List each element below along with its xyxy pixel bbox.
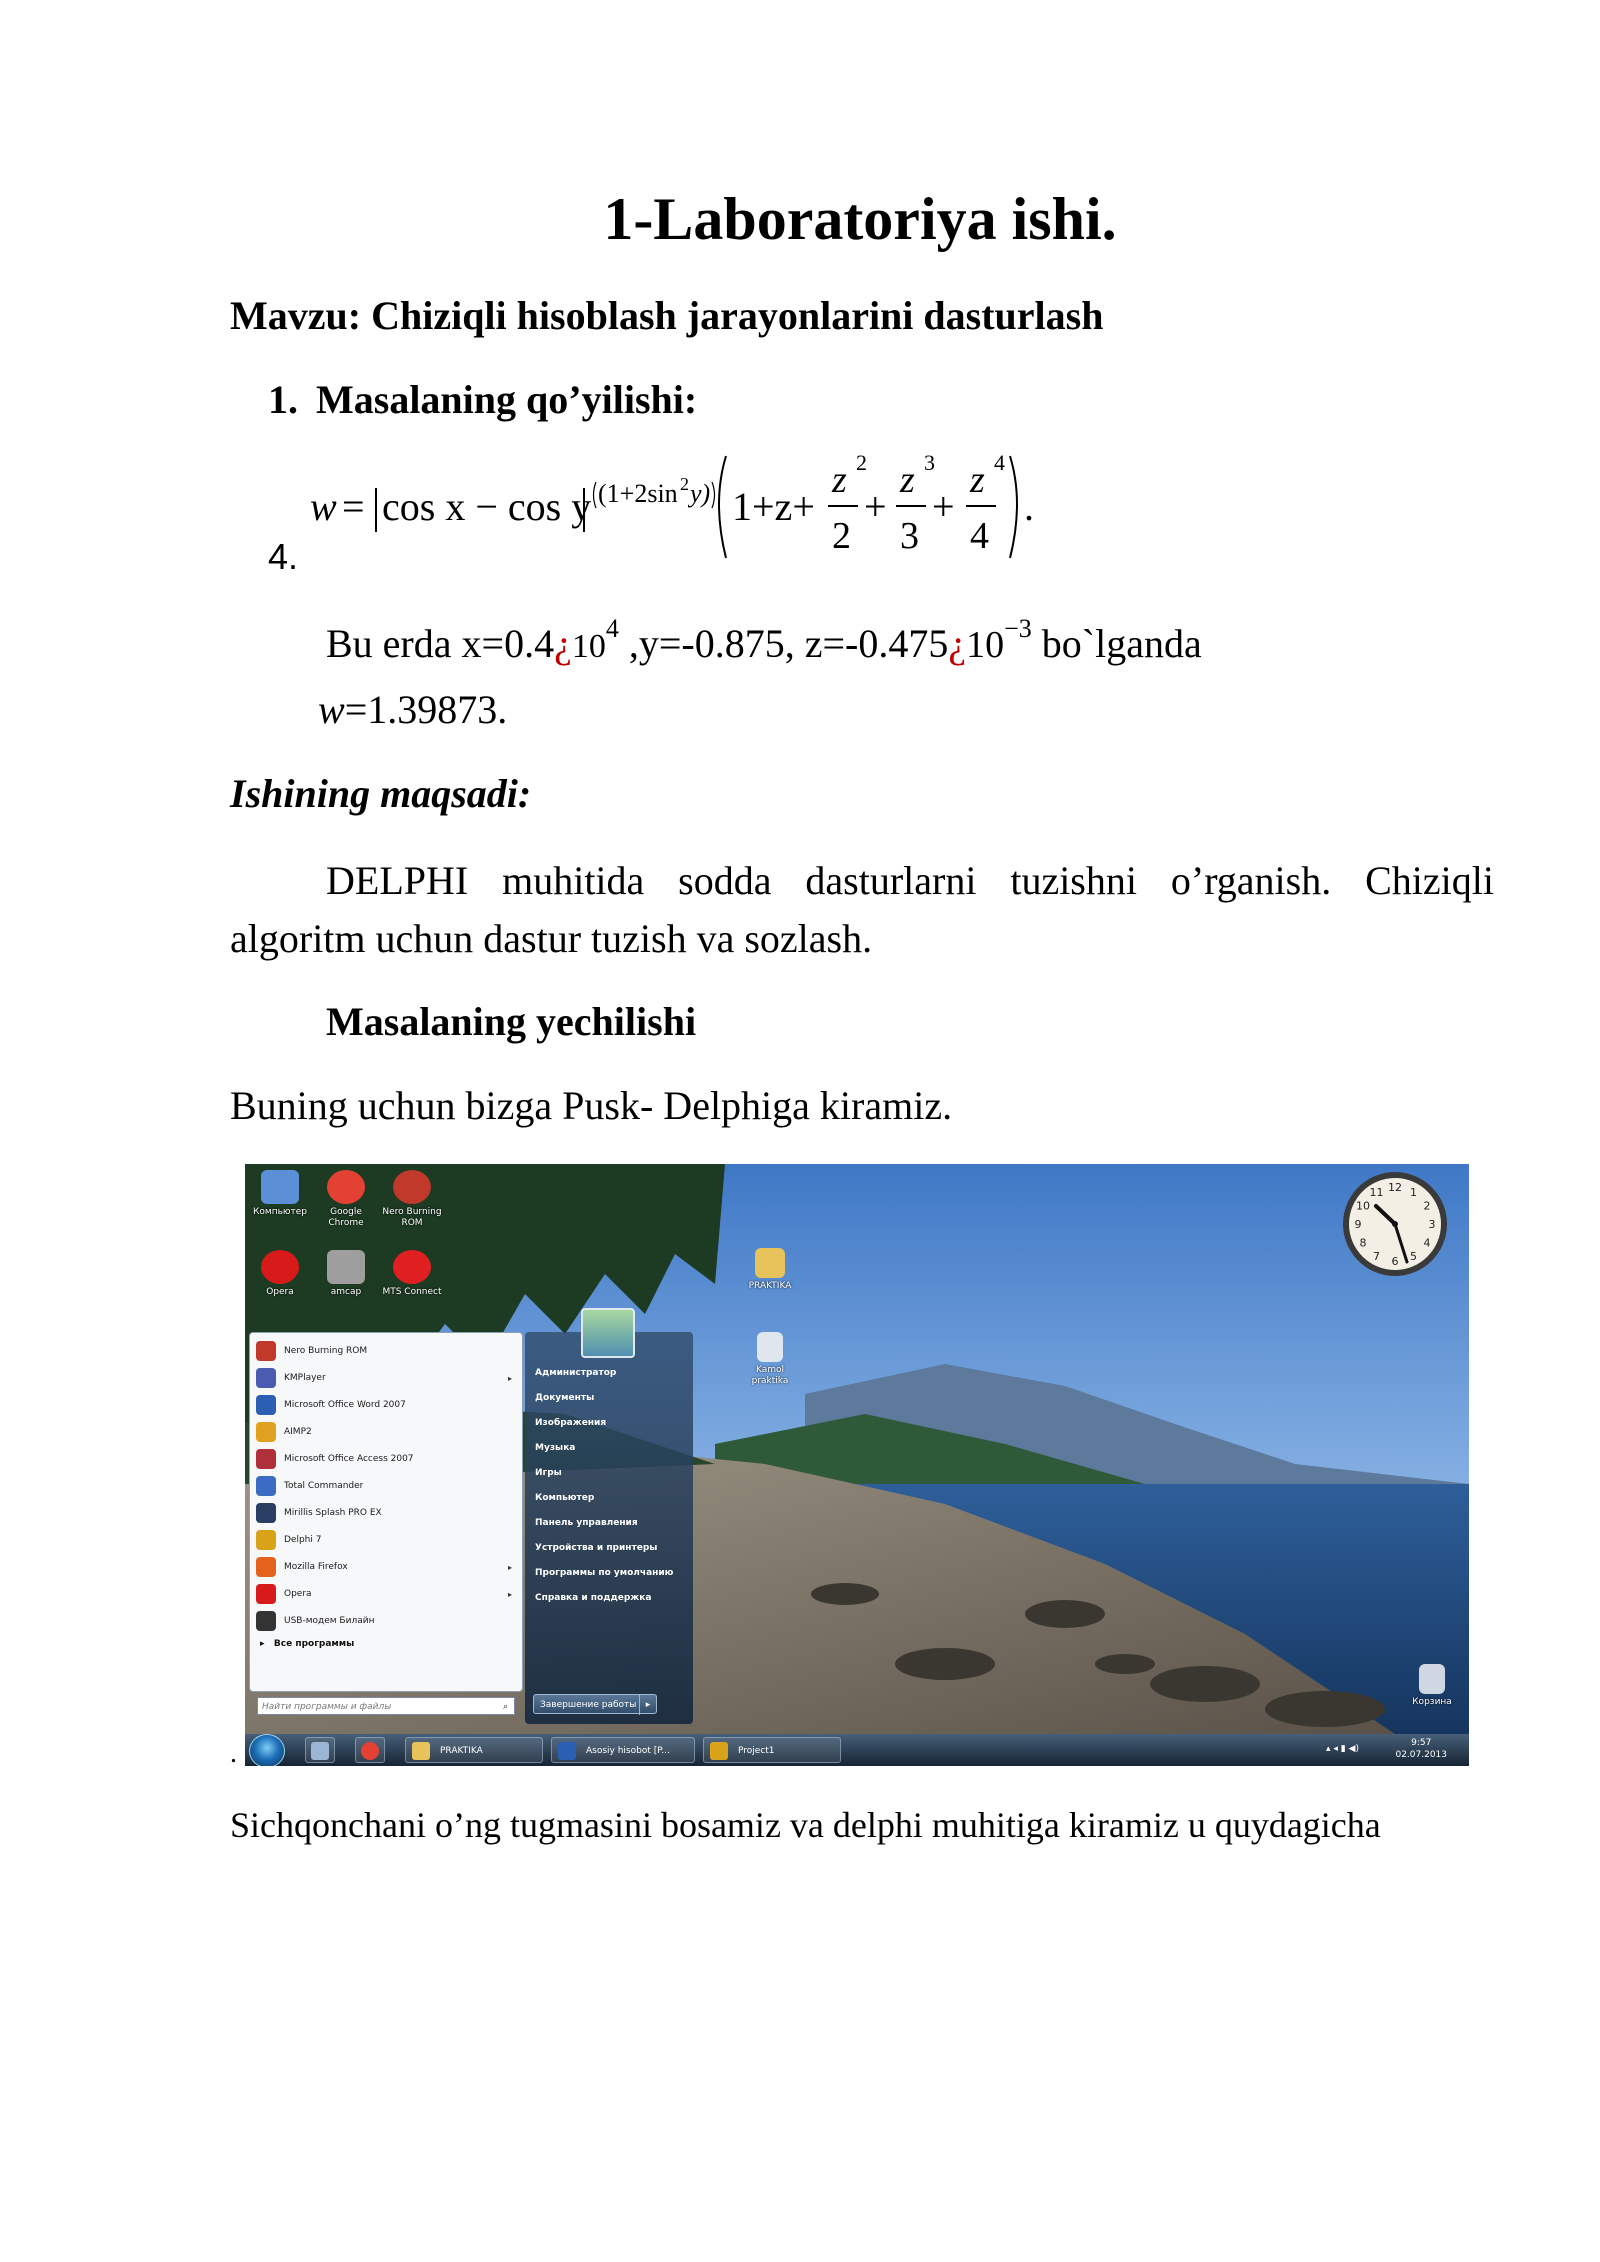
desktop-icon-amcap[interactable]: amcap [313, 1250, 379, 1298]
start-menu-place[interactable]: Панель управления [535, 1518, 638, 1528]
folder-icon [412, 1742, 430, 1760]
submenu-arrow-icon: ▸ [508, 1589, 513, 1599]
start-menu-item[interactable] [256, 1339, 367, 1363]
start-menu-place[interactable]: Компьютер [535, 1493, 595, 1503]
clock-number: 2 [1423, 1199, 1431, 1213]
desktop-icon-recycle[interactable]: Корзина [1399, 1664, 1465, 1708]
shutdown-arrow-icon: ▸ [639, 1695, 656, 1715]
clock-number: 10 [1356, 1199, 1370, 1213]
task-heading [268, 376, 697, 423]
start-menu-place[interactable]: Устройства и принтеры [535, 1543, 658, 1553]
tray-clock[interactable]: 9:57 02.07.2013 [1395, 1738, 1447, 1760]
word-icon [558, 1742, 576, 1760]
exponent-paren-left [594, 482, 597, 508]
clock-number: 1 [1410, 1186, 1417, 1199]
clock-number: 7 [1373, 1250, 1380, 1263]
big-paren-right [1010, 456, 1017, 558]
start-button[interactable] [249, 1734, 285, 1766]
frac1-num: z [832, 459, 847, 501]
program-icon [256, 1395, 276, 1415]
formula-paren-start: 1+z+ [732, 484, 815, 529]
recycle-bin-icon [1419, 1664, 1445, 1694]
plus-2: + [932, 484, 955, 529]
start-menu-item[interactable] [256, 1501, 382, 1525]
frac2-den: 3 [900, 515, 919, 557]
start-search-input[interactable]: Найти программы и файлы ⌕ [257, 1697, 515, 1715]
start-menu-item[interactable] [256, 1447, 414, 1471]
clock-number: 9 [1354, 1218, 1362, 1231]
given-exp1: 4 [605, 614, 619, 643]
desktop-screenshot [245, 1164, 1469, 1766]
desktop-icon-praktika[interactable]: PRAKTIKA [737, 1248, 803, 1292]
shutdown-button[interactable]: Завершение работы ▸ [533, 1694, 657, 1714]
formula-exponent: (1+2sin [598, 479, 678, 508]
clock-number: 3 [1428, 1218, 1436, 1231]
start-menu [249, 1332, 697, 1724]
computer-icon [261, 1170, 299, 1204]
start-menu-place[interactable]: Администратор [535, 1368, 617, 1378]
start-menu-item-label: Mozilla Firefox [284, 1562, 348, 1572]
frac3-pow: 4 [994, 450, 1005, 475]
given-exp2: −3 [1004, 614, 1032, 643]
formula-exponent-tail: y) [690, 479, 711, 508]
w-var: w [318, 687, 345, 732]
program-icon [256, 1476, 276, 1496]
start-menu-place[interactable]: Программы по умолчанию [535, 1568, 674, 1578]
amcap-icon [327, 1250, 365, 1284]
given-part3: bo`lganda [1031, 621, 1202, 666]
start-menu-item[interactable] [256, 1366, 513, 1390]
goal-text: DELPHI muhitida sodda dasturlarni tuzishni o’rganish. Chiziqli algoritm uchun dastur tuzish va sozlash. [230, 858, 1494, 961]
start-menu-item[interactable] [256, 1555, 513, 1579]
intro-text: Buning uchun bizga Pusk- Delphiga kiramiz. [230, 1083, 953, 1128]
clock-number: 5 [1410, 1250, 1417, 1263]
given-q2: ¿ [948, 621, 967, 666]
exponent-paren-right [712, 482, 715, 508]
program-icon [256, 1422, 276, 1442]
goal-heading: Ishining maqsadi: [230, 771, 532, 816]
start-menu-item[interactable] [256, 1393, 406, 1417]
taskbar-pin-explorer[interactable] [305, 1737, 335, 1763]
goal-paragraph [230, 852, 1494, 968]
bottom-text: Sichqonchani o’ng tugmasini bosamiz va delphi muhitiga kiramiz u quydagicha [230, 1805, 1381, 1845]
stray-dot: . [230, 1738, 237, 1769]
frac1-pow: 2 [856, 450, 867, 475]
opera-icon [261, 1250, 299, 1284]
frac1-den: 2 [832, 515, 851, 557]
program-icon [256, 1449, 276, 1469]
all-programs-link[interactable]: ▸ Все программы [260, 1639, 355, 1649]
clock-gadget [1341, 1170, 1449, 1278]
big-paren-left [719, 456, 726, 558]
page-title: 1-Laboratoriya ishi. [603, 186, 1117, 252]
given-part2: ,y=-0.875, z=-0.475 [618, 621, 949, 666]
start-menu-programs [249, 1332, 523, 1692]
desktop-icon-computer[interactable]: Компьютер [247, 1170, 313, 1218]
chrome-icon [327, 1170, 365, 1204]
delphi-icon [710, 1742, 728, 1760]
desktop-icon-nero[interactable]: Nero Burning ROM [379, 1170, 445, 1229]
clock-number: 6 [1391, 1255, 1399, 1268]
submenu-arrow-icon: ▸ [508, 1562, 513, 1572]
plus-1: + [864, 484, 887, 529]
start-menu-place[interactable]: Изображения [535, 1418, 607, 1428]
start-menu-item-label: KMPlayer [284, 1373, 326, 1383]
given-base1: 10 [571, 628, 606, 665]
given-values-line [326, 614, 1202, 667]
program-icon [256, 1584, 276, 1604]
clock-number: 8 [1359, 1236, 1367, 1250]
desktop-icon-kamol[interactable]: Kamol praktika [737, 1332, 803, 1387]
start-menu-item[interactable] [256, 1582, 513, 1606]
folder-icon [755, 1248, 785, 1278]
solution-heading: Masalaning yechilishi [326, 999, 697, 1044]
explorer-icon [311, 1742, 329, 1760]
taskbar [245, 1734, 1469, 1766]
start-menu-item[interactable] [256, 1420, 312, 1444]
given-part1: Bu erda x=0.4 [326, 621, 555, 666]
taskbar-button-praktika[interactable]: PRAKTIKA [405, 1737, 543, 1763]
given-q1: ¿ [554, 621, 572, 666]
start-menu-item[interactable] [256, 1528, 321, 1552]
submenu-arrow-icon: ▸ [508, 1373, 513, 1383]
program-icon [256, 1341, 276, 1361]
nero-icon [393, 1170, 431, 1204]
frac3-den: 4 [970, 515, 989, 557]
clock-number: 11 [1369, 1186, 1384, 1199]
mts-icon [393, 1250, 431, 1284]
start-menu-item-label: AIMP2 [284, 1427, 312, 1437]
desktop-icon-mts[interactable]: MTS Connect [379, 1250, 445, 1298]
start-menu-item-label: Microsoft Office Access 2007 [284, 1454, 414, 1464]
w-value: =1.39873. [344, 687, 508, 732]
clock-number: 12 [1388, 1181, 1402, 1194]
user-picture [581, 1308, 635, 1358]
chrome-icon [361, 1742, 379, 1760]
given-base2: 10 [966, 624, 1005, 666]
formula-lhs: w [310, 484, 337, 529]
w-value-line [318, 686, 507, 733]
frac2-num: z [900, 459, 915, 501]
search-icon: ⌕ [502, 1702, 508, 1712]
document-icon [757, 1332, 783, 1362]
start-menu-place[interactable]: Справка и поддержка [535, 1593, 652, 1603]
formula-eq: = [342, 484, 365, 529]
start-menu-item-label: Delphi 7 [284, 1535, 322, 1545]
start-menu-item-label: Nero Burning ROM [284, 1346, 368, 1356]
start-menu-item-label: Total Commander [284, 1481, 364, 1491]
formula-abs-expr: cos x − cos y [382, 484, 592, 529]
program-icon [256, 1530, 276, 1550]
start-menu-item-label: USB-модем Билайн [284, 1616, 375, 1626]
task-label: Masalaning qo’yilishi: [316, 377, 698, 422]
program-icon [256, 1557, 276, 1577]
program-icon [256, 1503, 276, 1523]
program-icon [256, 1611, 276, 1631]
start-menu-place[interactable]: Документы [535, 1393, 595, 1403]
formula-end: . [1024, 484, 1034, 529]
start-menu-item[interactable] [256, 1474, 363, 1498]
formula [308, 440, 1068, 580]
start-menu-item-label: Mirillis Splash PRO EX [284, 1508, 382, 1518]
taskbar-button-word[interactable]: Asosiy hisobot [P... [551, 1737, 695, 1763]
formula-item-number: 4. [268, 536, 299, 577]
start-menu-places [525, 1332, 693, 1724]
taskbar-pin-chrome[interactable] [355, 1737, 385, 1763]
topic-heading: Mavzu: Chiziqli hisoblash jarayonlarini dasturlash [230, 293, 1104, 338]
desktop-icon-opera[interactable]: Opera [247, 1250, 313, 1298]
formula-exponent-pow: 2 [680, 474, 689, 494]
task-number: 1. [268, 377, 298, 422]
tray-icons[interactable]: ▴ ◂ ▮ ◀) [1325, 1744, 1359, 1754]
taskbar-button-project1[interactable]: Project1 [703, 1737, 841, 1763]
program-icon [256, 1368, 276, 1388]
start-menu-place[interactable]: Игры [535, 1468, 562, 1478]
frac3-num: z [970, 459, 985, 501]
desktop-icon-chrome[interactable]: Google Chrome [313, 1170, 379, 1229]
frac2-pow: 3 [924, 450, 935, 475]
clock-number: 4 [1423, 1236, 1431, 1250]
start-menu-place[interactable]: Музыка [535, 1443, 576, 1453]
start-menu-item-label: Opera [284, 1589, 312, 1599]
start-menu-item[interactable] [256, 1609, 374, 1633]
start-menu-item-label: Microsoft Office Word 2007 [284, 1400, 406, 1410]
